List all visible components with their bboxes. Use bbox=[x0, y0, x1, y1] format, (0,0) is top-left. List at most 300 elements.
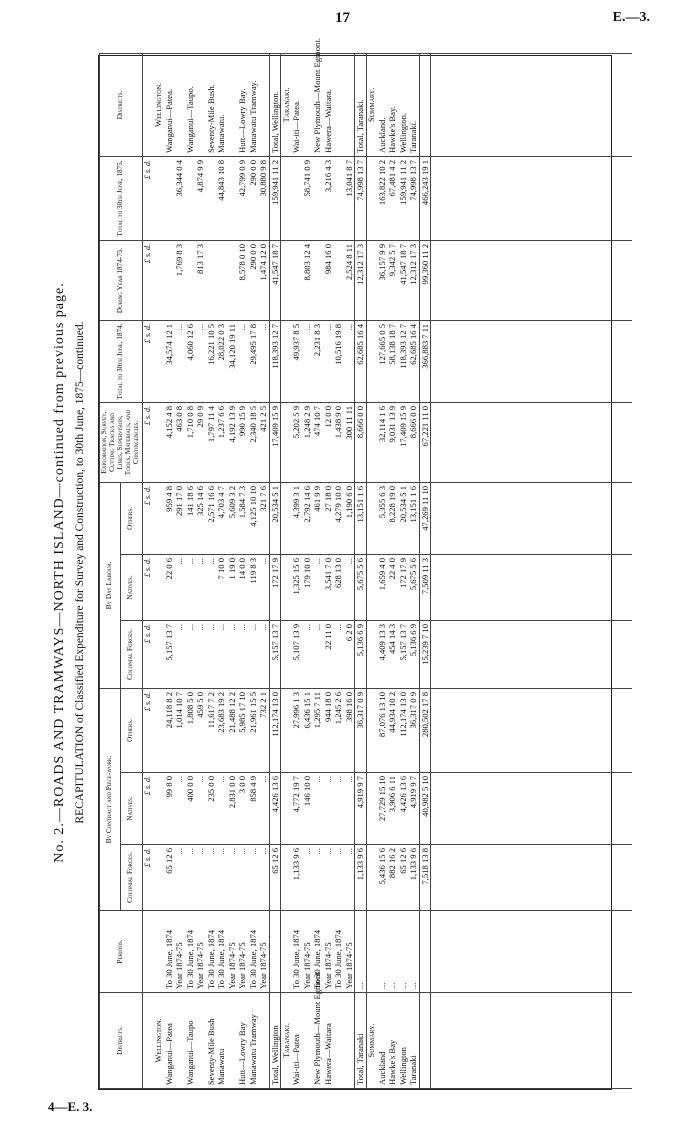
header-contract-others: Others. bbox=[121, 688, 142, 772]
amount-cell: 141 18 6 bbox=[185, 482, 196, 554]
amount-cell: 58,741 0 9 bbox=[302, 156, 313, 240]
district-right-cell: Manawatu. bbox=[216, 53, 227, 156]
amount-cell: 13,151 1 6 bbox=[355, 482, 367, 554]
period-cell: ... bbox=[408, 911, 419, 993]
amount-cell: ... bbox=[185, 845, 196, 911]
amount-cell: ... bbox=[206, 845, 217, 911]
amount-cell: 732 2 1 bbox=[258, 688, 269, 772]
header-day-others: Others. bbox=[121, 482, 142, 554]
unit-cell: £ s. d. bbox=[142, 402, 153, 482]
district-cell: Total, Taranaki bbox=[355, 993, 367, 1089]
amount-cell: ... bbox=[323, 320, 334, 402]
amount-cell: 21,961 15 5 bbox=[248, 688, 259, 772]
table-row bbox=[216, 53, 227, 1088]
amount-cell bbox=[206, 156, 217, 240]
district-cell bbox=[419, 993, 431, 1089]
amount-cell: 2,831 0 0 bbox=[227, 773, 238, 845]
period-cell: Year 1874-75 bbox=[237, 911, 248, 993]
amount-cell: ... bbox=[237, 845, 248, 911]
amount-cell: 7,518 13 8 bbox=[419, 845, 431, 911]
unit-cell: £ s. d. bbox=[142, 482, 153, 554]
amount-cell: 463 0 8 bbox=[174, 402, 185, 482]
amount-cell: 3 0 0 bbox=[237, 773, 248, 845]
amount-cell: 58,138 18 7 bbox=[387, 320, 398, 402]
table-row bbox=[291, 53, 302, 1088]
table-row bbox=[258, 53, 269, 1088]
amount-cell: 11,617 7 2 bbox=[206, 688, 217, 772]
district-cell: Wai-iti—Patea bbox=[291, 993, 302, 1089]
amount-cell: 179 10 0 bbox=[302, 554, 313, 620]
amount-cell: 13,151 1 6 bbox=[408, 482, 419, 554]
period-cell: Year 1874-75 bbox=[227, 911, 238, 993]
amount-cell: ... bbox=[227, 620, 238, 688]
amount-cell: 8,228 19 0 bbox=[387, 482, 398, 554]
amount-cell bbox=[291, 156, 302, 240]
table-row bbox=[248, 53, 259, 1088]
amount-cell: ... bbox=[174, 845, 185, 911]
district-cell bbox=[227, 993, 238, 1089]
empty-cell bbox=[153, 845, 164, 911]
amount-cell: 5,609 3 2 bbox=[227, 482, 238, 554]
period-cell: To 30 June, 1874 bbox=[312, 911, 323, 993]
empty-cell bbox=[153, 240, 164, 320]
period-cell: Year 1874-75 bbox=[258, 911, 269, 993]
amount-cell: 14 0 0 bbox=[237, 554, 248, 620]
amount-cell: 36,344 0 4 bbox=[174, 156, 185, 240]
amount-cell: 1,797 11 4 bbox=[206, 402, 217, 482]
amount-cell: 1,133 9 6 bbox=[291, 845, 302, 911]
amount-cell: 280,502 17 8 bbox=[419, 688, 431, 772]
amount-cell: 3,216 4 3 bbox=[323, 156, 334, 240]
amount-cell: ... bbox=[185, 554, 196, 620]
empty-cell bbox=[281, 911, 292, 993]
amount-cell: ... bbox=[237, 620, 248, 688]
amount-cell: 49,937 8 5 bbox=[291, 320, 302, 402]
amount-cell: ... bbox=[174, 620, 185, 688]
amount-cell: 27 18 0 bbox=[323, 482, 334, 554]
table-body bbox=[142, 38, 632, 1088]
amount-cell: ... bbox=[258, 773, 269, 845]
table-row bbox=[312, 53, 323, 1088]
amount-cell: 119 8 3 bbox=[248, 554, 259, 620]
district-right-cell bbox=[302, 53, 313, 156]
amount-cell: 13,041 8 7 bbox=[344, 156, 355, 240]
amount-cell: 858 4 9 bbox=[248, 773, 259, 845]
amount-cell: 5,157 13 7 bbox=[398, 620, 409, 688]
amount-cell: ... bbox=[312, 845, 323, 911]
total-row bbox=[419, 53, 431, 1088]
empty-cell bbox=[431, 554, 632, 620]
period-cell: To 30 June, 1874 bbox=[216, 911, 227, 993]
amount-cell: 4,279 10 0 bbox=[333, 482, 344, 554]
amount-cell: 12 0 0 bbox=[323, 402, 334, 482]
header-total-1874: Total to 30th June, 1874. bbox=[100, 320, 143, 402]
amount-cell: 16,221 10 5 bbox=[206, 320, 217, 402]
table-subtitle: RECAPITULATION of Classified Expenditure for Survey and Construction, to 30th June, 1875—continued. bbox=[74, 321, 86, 824]
empty-cell bbox=[281, 773, 292, 845]
amount-cell: 34,574 12 1 bbox=[164, 320, 175, 402]
amount-cell: ... bbox=[344, 320, 355, 402]
amount-cell bbox=[164, 240, 175, 320]
amount-cell: 366,883 7 11 bbox=[419, 320, 431, 402]
amount-cell: 1,190 6 0 bbox=[344, 482, 355, 554]
empty-cell bbox=[153, 320, 164, 402]
empty-cell bbox=[153, 156, 164, 240]
amount-cell: 291 17 0 bbox=[174, 482, 185, 554]
amount-cell: ... bbox=[206, 620, 217, 688]
empty-cell bbox=[431, 240, 632, 320]
amount-cell: ... bbox=[237, 320, 248, 402]
period-cell: To 30 June, 1874 bbox=[164, 911, 175, 993]
unit-cell: £ s. d. bbox=[142, 845, 153, 911]
amount-cell: ... bbox=[195, 620, 206, 688]
district-right-cell bbox=[227, 53, 238, 156]
amount-cell: ... bbox=[302, 320, 313, 402]
amount-cell: 20,534 5 1 bbox=[269, 482, 281, 554]
header-during-year: During Year 1874-75. bbox=[100, 240, 143, 320]
table-row bbox=[227, 53, 238, 1088]
amount-cell bbox=[333, 240, 344, 320]
unit-cell: £ s. d. bbox=[142, 773, 153, 845]
amount-cell: ... bbox=[227, 845, 238, 911]
table-row bbox=[408, 53, 419, 1088]
amount-cell bbox=[216, 240, 227, 320]
district-right-cell bbox=[333, 53, 344, 156]
header-exploration: Exploration, Survey, Cutting Tracks and Lines, Supervision, Tools, Materials, and Contingencies. bbox=[100, 402, 143, 482]
amount-cell: 44,934 10 2 bbox=[387, 688, 398, 772]
district-right-cell: Total, Wellington. bbox=[269, 53, 281, 156]
amount-cell: 42,799 0 9 bbox=[237, 156, 248, 240]
header-day-labour: By Day Labour. bbox=[100, 482, 121, 688]
period-cell: Year 1874-75 bbox=[302, 911, 313, 993]
amount-cell: ... bbox=[258, 320, 269, 402]
empty-cell bbox=[366, 773, 377, 845]
district-cell: Seventy-Mile Bush bbox=[206, 993, 217, 1089]
amount-cell: 1,584 7 3 bbox=[237, 482, 248, 554]
period-cell: ... bbox=[377, 911, 388, 993]
amount-cell: 5,436 15 6 bbox=[377, 845, 388, 911]
amount-cell: 959 4 8 bbox=[164, 482, 175, 554]
amount-cell: ... bbox=[258, 620, 269, 688]
district-right-cell: Wellington. bbox=[398, 53, 409, 156]
amount-cell: ... bbox=[185, 620, 196, 688]
amount-cell: ... bbox=[312, 554, 323, 620]
district-right-cell bbox=[195, 53, 206, 156]
unit-cell: £ s. d. bbox=[142, 554, 153, 620]
amount-cell: 2,231 8 3 bbox=[312, 320, 323, 402]
district-cell bbox=[195, 993, 206, 1089]
period-cell bbox=[269, 911, 281, 993]
table-row bbox=[185, 53, 196, 1088]
amount-cell: 4,426 13 6 bbox=[269, 773, 281, 845]
amount-cell: 5,136 6 9 bbox=[355, 620, 367, 688]
amount-cell: 20,534 5 1 bbox=[398, 482, 409, 554]
amount-cell: 1,474 12 0 bbox=[258, 240, 269, 320]
amount-cell: 65 12 6 bbox=[164, 845, 175, 911]
amount-cell: 1,808 5 0 bbox=[185, 688, 196, 772]
period-cell: To 30 June, 1874 bbox=[248, 911, 259, 993]
amount-cell: 112,174 13 0 bbox=[269, 688, 281, 772]
amount-cell: 1,438 9 0 bbox=[333, 402, 344, 482]
amount-cell: 29 0 9 bbox=[195, 402, 206, 482]
empty-cell bbox=[366, 320, 377, 402]
amount-cell: 29,495 17 8 bbox=[248, 320, 259, 402]
amount-cell: 421 2 5 bbox=[258, 402, 269, 482]
amount-cell: ... bbox=[248, 620, 259, 688]
district-right-cell: Hawera—Waitara. bbox=[323, 53, 334, 156]
total-row bbox=[355, 53, 367, 1088]
empty-cell bbox=[281, 320, 292, 402]
period-cell: ... bbox=[398, 911, 409, 993]
amount-cell: ... bbox=[216, 845, 227, 911]
amount-cell: 8,666 0 0 bbox=[408, 402, 419, 482]
district-cell bbox=[174, 993, 185, 1089]
district-cell bbox=[258, 993, 269, 1089]
empty-cell bbox=[431, 993, 632, 1089]
amount-cell: 8,666 0 0 bbox=[355, 402, 367, 482]
header-districts: Districts. bbox=[100, 993, 143, 1089]
amount-cell: ... bbox=[174, 320, 185, 402]
district-cell: Hutt—Lowry Bay bbox=[237, 993, 248, 1089]
amount-cell: 4,426 13 6 bbox=[398, 773, 409, 845]
unit-cell: £ s. d. bbox=[142, 156, 153, 240]
period-cell: Year 1874-75 bbox=[195, 911, 206, 993]
amount-cell: 7 10 0 bbox=[216, 554, 227, 620]
amount-cell: 882 16 2 bbox=[387, 845, 398, 911]
amount-cell: ... bbox=[248, 845, 259, 911]
table-row bbox=[195, 53, 206, 1088]
amount-cell: ... bbox=[174, 773, 185, 845]
amount-cell: ... bbox=[333, 845, 344, 911]
amount-cell: 290 0 0 bbox=[248, 156, 259, 240]
district-right-cell bbox=[258, 53, 269, 156]
page-reference: E.—3. bbox=[612, 10, 650, 25]
amount-cell: ... bbox=[312, 773, 323, 845]
amount-cell: ... bbox=[216, 620, 227, 688]
empty-cell bbox=[153, 773, 164, 845]
amount-cell: 74,998 13 7 bbox=[355, 156, 367, 240]
table-row bbox=[174, 53, 185, 1088]
amount-cell: 21,488 12 2 bbox=[227, 688, 238, 772]
amount-cell: 5,136 6 9 bbox=[408, 620, 419, 688]
amount-cell: 4,772 19 7 bbox=[291, 773, 302, 845]
amount-cell: ... bbox=[312, 620, 323, 688]
district-cell: Hawera—Waitara bbox=[323, 993, 334, 1089]
table-row bbox=[164, 53, 175, 1088]
table-row bbox=[333, 53, 344, 1088]
amount-cell: 1,325 15 6 bbox=[291, 554, 302, 620]
unit-cell: £ s. d. bbox=[142, 688, 153, 772]
amount-cell: 36,157 9 9 bbox=[377, 240, 388, 320]
header-contract-colonial: Colonial Forces. bbox=[121, 845, 142, 911]
district-cell: Hawke's Bay bbox=[387, 993, 398, 1089]
district-cell: Wanganui—Patea bbox=[164, 993, 175, 1089]
amount-cell: 5,675 5 6 bbox=[408, 554, 419, 620]
amount-cell: 36,317 0 9 bbox=[355, 688, 367, 772]
amount-cell: 9,031 13 9 bbox=[387, 402, 398, 482]
amount-cell: 461 9 9 bbox=[312, 482, 323, 554]
amount-cell: 813 17 3 bbox=[195, 240, 206, 320]
amount-cell: 44,843 10 8 bbox=[216, 156, 227, 240]
amount-cell: 17,409 15 9 bbox=[269, 402, 281, 482]
header-contract-natives: Natives. bbox=[121, 773, 142, 845]
amount-cell: 4,409 13 3 bbox=[377, 620, 388, 688]
table-row bbox=[398, 53, 409, 1088]
amount-cell bbox=[333, 156, 344, 240]
table-row bbox=[387, 53, 398, 1088]
amount-cell: 47,269 11 10 bbox=[419, 482, 431, 554]
amount-cell: ... bbox=[216, 773, 227, 845]
empty-cell bbox=[153, 911, 164, 993]
empty-cell bbox=[431, 320, 632, 402]
header-total-1875: Total to 30th June, 1875. bbox=[100, 156, 143, 240]
district-cell: Manawatu bbox=[216, 993, 227, 1089]
table-row bbox=[377, 53, 388, 1088]
amount-cell: 4,703 4 7 bbox=[216, 482, 227, 554]
amount-cell: 984 16 0 bbox=[323, 240, 334, 320]
table-row bbox=[237, 53, 248, 1088]
amount-cell: ... bbox=[195, 773, 206, 845]
amount-cell: 5,985 17 10 bbox=[237, 688, 248, 772]
table-row bbox=[323, 53, 334, 1088]
empty-cell bbox=[366, 482, 377, 554]
period-cell: Year 1874-75 bbox=[344, 911, 355, 993]
amount-cell: ... bbox=[206, 554, 217, 620]
amount-cell: 22 4 0 bbox=[387, 554, 398, 620]
amount-cell: 4,874 9 9 bbox=[195, 156, 206, 240]
section-label-right: Taranaki. bbox=[281, 53, 292, 156]
amount-cell: 466,243 19 1 bbox=[419, 156, 431, 240]
empty-cell bbox=[431, 688, 632, 772]
amount-cell: 1,133 9 6 bbox=[408, 845, 419, 911]
amount-cell: ... bbox=[323, 773, 334, 845]
amount-cell: 127,665 0 5 bbox=[377, 320, 388, 402]
amount-cell: 4,192 13 9 bbox=[227, 402, 238, 482]
amount-cell: 99 8 0 bbox=[164, 773, 175, 845]
district-right-cell: Manawatu Tramway. bbox=[248, 53, 259, 156]
amount-cell: ... bbox=[344, 554, 355, 620]
amount-cell: 10,516 19 8 bbox=[333, 320, 344, 402]
amount-cell bbox=[164, 156, 175, 240]
amount-cell: ... bbox=[333, 773, 344, 845]
empty-cell bbox=[366, 156, 377, 240]
district-right-cell: Wanganui—Patea. bbox=[164, 53, 175, 156]
empty-cell bbox=[366, 845, 377, 911]
table-row bbox=[344, 53, 355, 1088]
amount-cell: 65 12 6 bbox=[398, 845, 409, 911]
amount-cell: 3,906 6 11 bbox=[387, 773, 398, 845]
amount-cell: ... bbox=[195, 845, 206, 911]
table-row bbox=[302, 53, 313, 1088]
amount-cell: 290 0 0 bbox=[248, 240, 259, 320]
district-right-cell: New Plymouth—Mount Egmont. bbox=[312, 53, 323, 156]
amount-cell: 118,393 12 7 bbox=[398, 320, 409, 402]
district-right-cell: Seventy-Mile Bush. bbox=[206, 53, 217, 156]
district-cell: Auckland bbox=[377, 993, 388, 1089]
amount-cell: 15,239 7 10 bbox=[419, 620, 431, 688]
section-row bbox=[366, 53, 377, 1088]
empty-cell bbox=[431, 482, 632, 554]
amount-cell: 235 0 0 bbox=[206, 773, 217, 845]
filler-row bbox=[431, 53, 632, 1088]
amount-cell: 87,076 13 10 bbox=[377, 688, 388, 772]
empty-cell bbox=[366, 240, 377, 320]
amount-cell: 23,683 19 2 bbox=[216, 688, 227, 772]
amount-cell: ... bbox=[258, 845, 269, 911]
empty-cell bbox=[431, 620, 632, 688]
amount-cell: 9,342 5 7 bbox=[387, 240, 398, 320]
amount-cell: 2,571 16 6 bbox=[206, 482, 217, 554]
district-cell: Total, Wellington bbox=[269, 993, 281, 1089]
amount-cell: ... bbox=[333, 620, 344, 688]
empty-cell bbox=[281, 482, 292, 554]
amount-cell: 400 0 0 bbox=[185, 773, 196, 845]
amount-cell: 1,295 7 11 bbox=[312, 688, 323, 772]
amount-cell bbox=[227, 240, 238, 320]
amount-cell: 4,919 9 7 bbox=[355, 773, 367, 845]
amount-cell: 32,114 1 6 bbox=[377, 402, 388, 482]
amount-cell: 159,941 11 2 bbox=[269, 156, 281, 240]
period-cell: To 30 June, 1874 bbox=[206, 911, 217, 993]
amount-cell: ... bbox=[174, 554, 185, 620]
amount-cell: 112,174 13 0 bbox=[398, 688, 409, 772]
amount-cell: ... bbox=[344, 845, 355, 911]
district-right-cell: Hutt—Lowry Bay. bbox=[237, 53, 248, 156]
amount-cell: 1,659 4 0 bbox=[377, 554, 388, 620]
empty-cell bbox=[281, 402, 292, 482]
empty-cell bbox=[281, 156, 292, 240]
empty-cell bbox=[366, 688, 377, 772]
amount-cell: 1,245 2 6 bbox=[333, 688, 344, 772]
amount-cell: 30,880 9 8 bbox=[258, 156, 269, 240]
amount-cell: ... bbox=[195, 554, 206, 620]
header-day-natives: Natives. bbox=[121, 554, 142, 620]
expenditure-table-wrap bbox=[98, 38, 612, 1090]
district-cell bbox=[344, 993, 355, 1089]
amount-cell: 159,941 11 2 bbox=[398, 156, 409, 240]
amount-cell: 5,157 13 7 bbox=[269, 620, 281, 688]
amount-cell: 398 16 0 bbox=[344, 688, 355, 772]
header-contract: By Contract and Piece-work. bbox=[100, 688, 121, 910]
amount-cell: 7,509 11 3 bbox=[419, 554, 431, 620]
amount-cell: 146 10 0 bbox=[302, 773, 313, 845]
amount-cell: 1,133 9 6 bbox=[355, 845, 367, 911]
period-cell: ... bbox=[355, 911, 367, 993]
empty-cell bbox=[153, 688, 164, 772]
amount-cell bbox=[185, 240, 196, 320]
amount-cell: 118,393 12 7 bbox=[269, 320, 281, 402]
amount-cell: 27,729 15 10 bbox=[377, 773, 388, 845]
unit-cell: £ s. d. bbox=[142, 240, 153, 320]
amount-cell: 325 14 6 bbox=[195, 482, 206, 554]
amount-cell: 172 17 9 bbox=[269, 554, 281, 620]
amount-cell: 22 0 6 bbox=[164, 554, 175, 620]
amount-cell: 6 2 0 bbox=[344, 620, 355, 688]
amount-cell: 41,547 18 7 bbox=[398, 240, 409, 320]
amount-cell: 8,578 0 10 bbox=[237, 240, 248, 320]
amount-cell bbox=[312, 240, 323, 320]
empty-cell bbox=[366, 620, 377, 688]
empty-cell bbox=[431, 156, 632, 240]
amount-cell: ... bbox=[323, 845, 334, 911]
amount-cell: 1,710 0 8 bbox=[185, 402, 196, 482]
period-cell: Year 1874-75 bbox=[174, 911, 185, 993]
empty-cell bbox=[431, 53, 632, 156]
amount-cell: 990 15 9 bbox=[237, 402, 248, 482]
amount-cell: 5,675 5 6 bbox=[355, 554, 367, 620]
page-number: 17 bbox=[335, 10, 350, 26]
empty-cell bbox=[153, 620, 164, 688]
